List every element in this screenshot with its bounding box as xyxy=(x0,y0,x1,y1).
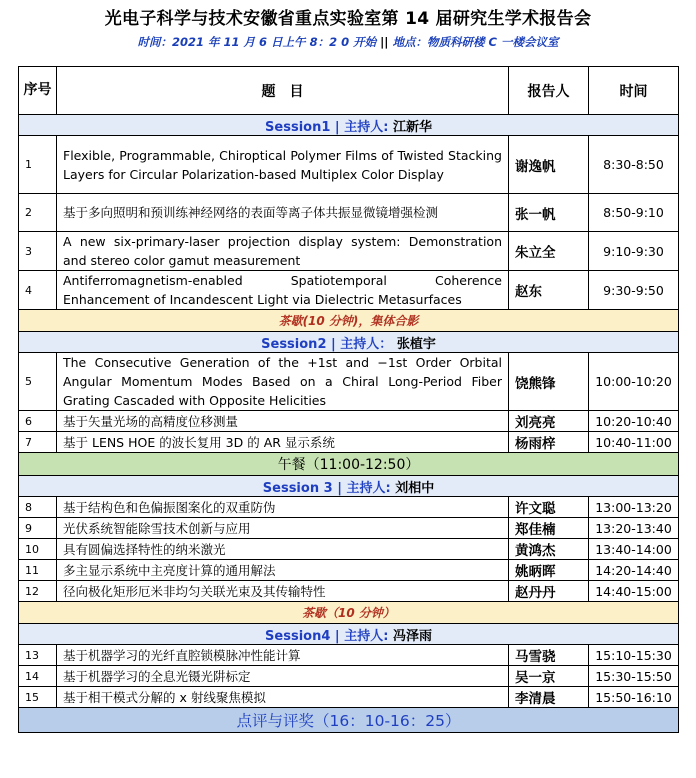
host-label: 主持人: xyxy=(346,480,391,496)
table-row xyxy=(19,687,679,708)
talk-title: 基于矢量光场的高精度位移测量 xyxy=(57,411,509,432)
table-row xyxy=(19,560,679,581)
talk-title: 基于机器学习的全息光镊光阱标定 xyxy=(57,666,509,687)
session-header xyxy=(19,476,679,497)
talk-title: 多主显示系统中主亮度计算的通用解法 xyxy=(57,560,509,581)
talk-time: 13:20-13:40 xyxy=(589,518,679,539)
talk-reporter: 马雪骁 xyxy=(509,645,589,666)
table-row xyxy=(19,194,679,232)
talk-reporter: 杨雨梓 xyxy=(509,432,589,453)
place-value: 物质科研楼 C 一楼会议室 xyxy=(427,35,559,49)
table-row xyxy=(19,497,679,518)
talk-title: Antiferromagnetism-enabled Spatiotemporal Coherence Enhancement of Incandescent Light via Dielectric Metasurfaces xyxy=(57,271,509,310)
talk-number: 15 xyxy=(19,687,57,708)
talk-time: 8:30-8:50 xyxy=(589,136,679,194)
header-reporter: 报告人 xyxy=(509,67,589,115)
talk-time: 13:40-14:00 xyxy=(589,539,679,560)
session-separator: | xyxy=(331,336,336,352)
talk-time: 14:20-14:40 xyxy=(589,560,679,581)
event-info xyxy=(0,34,696,50)
host-label: 主持人: xyxy=(344,119,389,135)
tea-break: 茶歇（10 分钟） xyxy=(19,602,679,624)
talk-time: 15:30-15:50 xyxy=(589,666,679,687)
talk-number: 11 xyxy=(19,560,57,581)
session-separator: | xyxy=(334,628,340,644)
talk-time: 10:40-11:00 xyxy=(589,432,679,453)
talk-number: 9 xyxy=(19,518,57,539)
talk-reporter: 赵丹丹 xyxy=(509,581,589,602)
talk-reporter: 刘亮亮 xyxy=(509,411,589,432)
table-row xyxy=(19,136,679,194)
session-host: 冯泽雨 xyxy=(392,628,432,644)
talk-title: 基于 LENS HOE 的波长复用 3D 的 AR 显示系统 xyxy=(57,432,509,453)
talk-time: 10:00-10:20 xyxy=(589,353,679,411)
time-value: 2021 年 11 月 6 日上午 8：2 0 开始 xyxy=(172,35,377,49)
talk-number: 7 xyxy=(19,432,57,453)
session-header xyxy=(19,332,679,353)
review-break: 点评与评奖（16：10-16：25） xyxy=(19,708,679,733)
session-row xyxy=(19,115,679,136)
host-label: 主持人: xyxy=(344,628,389,644)
talk-time: 9:10-9:30 xyxy=(589,232,679,271)
talk-number: 1 xyxy=(19,136,57,194)
talk-reporter: 饶熊锋 xyxy=(509,353,589,411)
talk-number: 4 xyxy=(19,271,57,310)
time-label: 时间： xyxy=(137,35,173,49)
host-label: 主持人： xyxy=(340,336,393,352)
table-header-row xyxy=(19,67,679,115)
talk-reporter: 李清晨 xyxy=(509,687,589,708)
header-no: 序号 xyxy=(19,67,57,115)
talk-number: 8 xyxy=(19,497,57,518)
lunch-break: 午餐（11:00-12:50） xyxy=(19,453,679,476)
session-host: 江新华 xyxy=(392,119,432,135)
talk-number: 14 xyxy=(19,666,57,687)
table-row xyxy=(19,232,679,271)
talk-title: Flexible, Programmable, Chiroptical Polymer Films of Twisted Stacking Layers for Circular Polarization-based Multiplex Color Display xyxy=(57,136,509,194)
talk-time: 10:20-10:40 xyxy=(589,411,679,432)
lunch-row xyxy=(19,453,679,476)
talk-title: 基于机器学习的光纤直腔锁模脉冲性能计算 xyxy=(57,645,509,666)
tea-row xyxy=(19,602,679,624)
talk-number: 12 xyxy=(19,581,57,602)
talk-title: The Consecutive Generation of the +1st and −1st Order Orbital Angular Momentum Modes Based on a Chiral Long-Period Fiber Grating Cascaded with Opposite Helicities xyxy=(57,353,509,411)
header-title: 题 目 xyxy=(57,67,509,115)
talk-title: 基于相干模式分解的 x 射线聚焦模拟 xyxy=(57,687,509,708)
session-name: Session2 xyxy=(261,336,327,352)
table-row xyxy=(19,666,679,687)
talk-number: 3 xyxy=(19,232,57,271)
talk-title: 径向极化矩形厄米非均匀关联光束及其传输特性 xyxy=(57,581,509,602)
talk-time: 8:50-9:10 xyxy=(589,194,679,232)
session-name: Session1 xyxy=(265,119,331,135)
session-name: Session 3 xyxy=(262,480,333,496)
talk-reporter: 许文聪 xyxy=(509,497,589,518)
table-row xyxy=(19,581,679,602)
tea-break: 茶歇(10 分钟)，集体合影 xyxy=(19,310,679,332)
talk-number: 6 xyxy=(19,411,57,432)
table-row xyxy=(19,645,679,666)
session-header xyxy=(19,624,679,645)
session-row xyxy=(19,332,679,353)
talk-reporter: 吴一京 xyxy=(509,666,589,687)
table-row xyxy=(19,353,679,411)
talk-title: 基于多向照明和预训练神经网络的表面等离子体共振显微镜增强检测 xyxy=(57,194,509,232)
talk-reporter: 黄鸿杰 xyxy=(509,539,589,560)
session-host: 张植宇 xyxy=(396,336,436,352)
talk-time: 13:00-13:20 xyxy=(589,497,679,518)
talk-title: A new six-primary-laser projection display system: Demonstration and stereo color gamut measurement xyxy=(57,232,509,271)
talk-time: 9:30-9:50 xyxy=(589,271,679,310)
talk-reporter: 郑佳楠 xyxy=(509,518,589,539)
session-row xyxy=(19,476,679,497)
talk-title: 光伏系统智能除雪技术创新与应用 xyxy=(57,518,509,539)
session-row xyxy=(19,624,679,645)
talk-reporter: 赵东 xyxy=(509,271,589,310)
session-header xyxy=(19,115,679,136)
talk-reporter: 谢逸帆 xyxy=(509,136,589,194)
talk-time: 15:10-15:30 xyxy=(589,645,679,666)
talk-reporter: 朱立全 xyxy=(509,232,589,271)
schedule-body xyxy=(19,115,679,733)
talk-time: 14:40-15:00 xyxy=(589,581,679,602)
talk-number: 13 xyxy=(19,645,57,666)
session-separator: | xyxy=(334,119,340,135)
talk-reporter: 姚昞晖 xyxy=(509,560,589,581)
session-host: 刘相中 xyxy=(395,480,435,496)
info-separator: || xyxy=(380,35,389,49)
talk-title: 基于结构色和色偏振图案化的双重防伪 xyxy=(57,497,509,518)
talk-number: 2 xyxy=(19,194,57,232)
talk-time: 15:50-16:10 xyxy=(589,687,679,708)
schedule-table xyxy=(18,66,679,733)
table-row xyxy=(19,518,679,539)
page-title: 光电子科学与技术安徽省重点实验室第 14 届研究生学术报告会 xyxy=(104,9,592,29)
table-row xyxy=(19,271,679,310)
place-label: 地点： xyxy=(392,35,428,49)
talk-title: 具有圆偏选择特性的纳米激光 xyxy=(57,539,509,560)
table-row xyxy=(19,539,679,560)
session-name: Session4 xyxy=(265,628,331,644)
table-row xyxy=(19,432,679,453)
tea-row xyxy=(19,310,679,332)
review-row xyxy=(19,708,679,733)
header-time: 时间 xyxy=(589,67,679,115)
table-row xyxy=(19,411,679,432)
talk-number: 5 xyxy=(19,353,57,411)
session-separator: | xyxy=(337,480,342,496)
talk-reporter: 张一帆 xyxy=(509,194,589,232)
talk-number: 10 xyxy=(19,539,57,560)
